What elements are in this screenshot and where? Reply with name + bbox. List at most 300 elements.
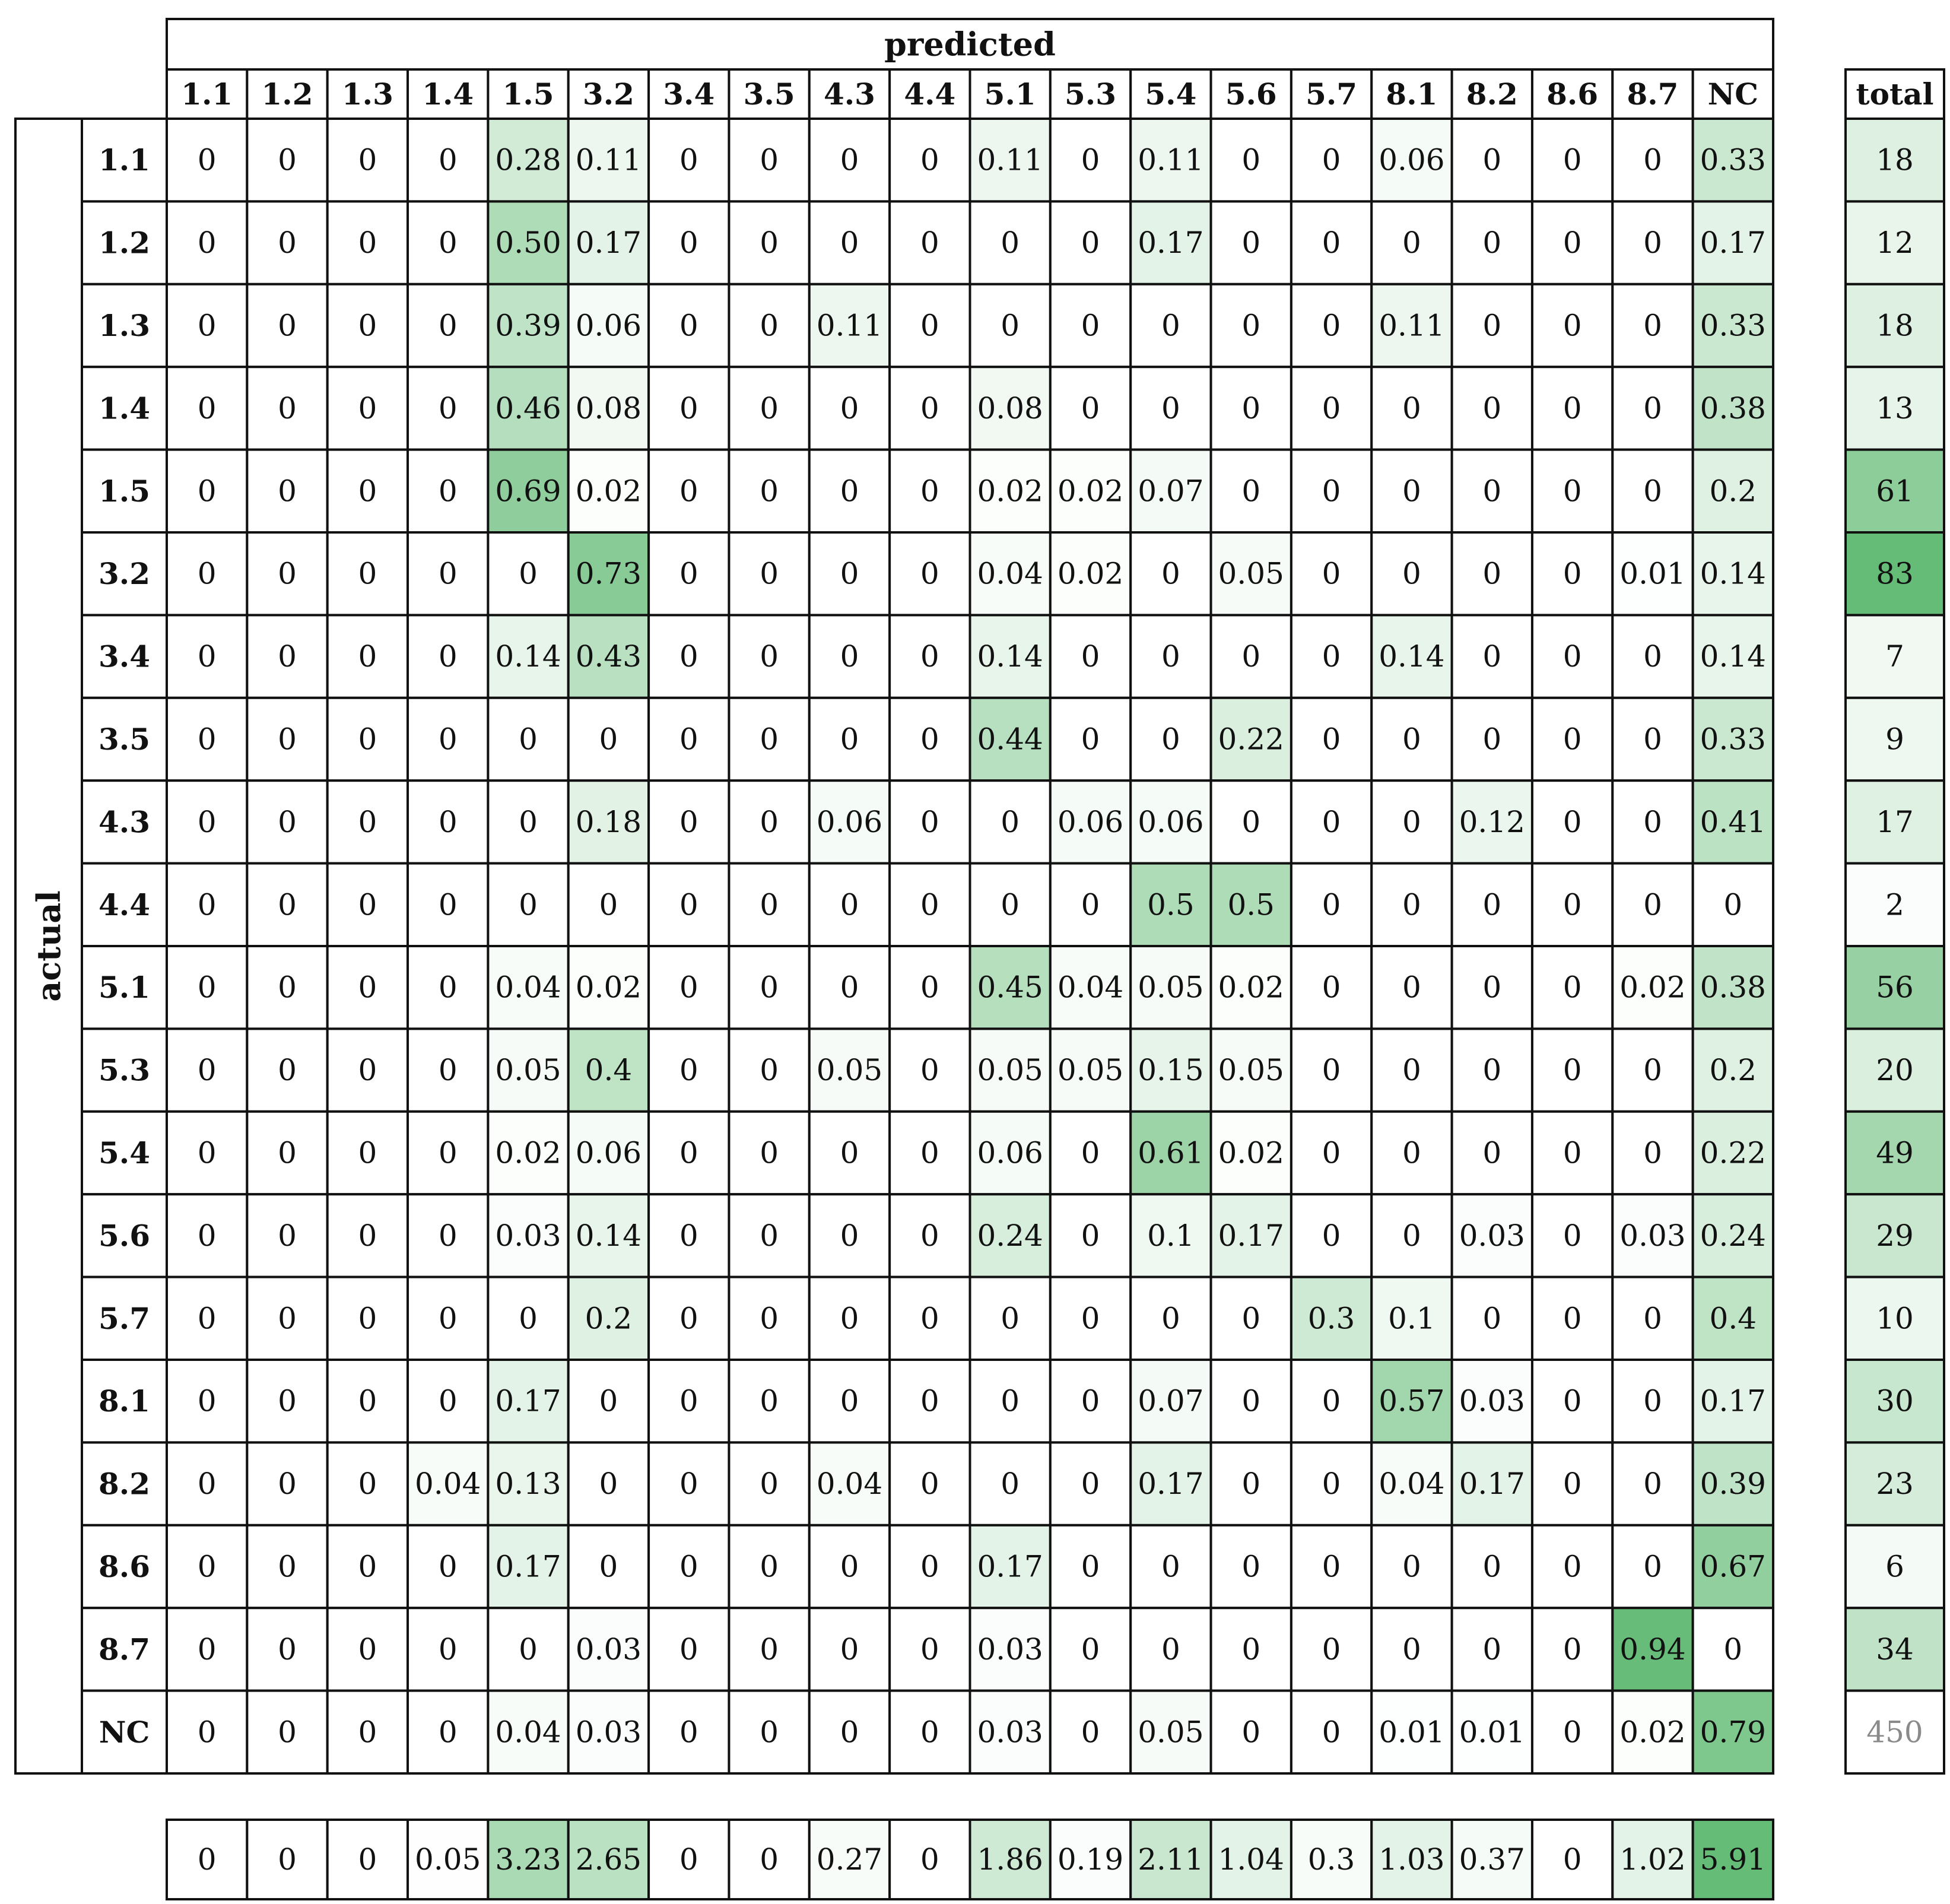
matrix-cell-value: 0.04: [495, 970, 561, 1005]
matrix-cell-value: 0.22: [1218, 722, 1284, 757]
matrix-cell-value: 0.17: [1138, 226, 1204, 261]
matrix-cell-value: 0: [1322, 722, 1341, 757]
matrix-cell-value: 0: [358, 887, 377, 922]
matrix-cell-value: 0: [679, 226, 698, 261]
matrix-cell-value: 0: [760, 1053, 779, 1088]
row-total-value: 13: [1876, 391, 1914, 426]
matrix-cell-value: 0: [679, 1467, 698, 1502]
matrix-cell-value: 0.67: [1700, 1549, 1766, 1584]
matrix-cell-value: 0: [1562, 142, 1582, 177]
matrix-cell-value: 0: [1161, 556, 1180, 591]
matrix-cell-value: 0: [840, 1549, 859, 1584]
matrix-cell-value: 0: [1482, 226, 1502, 261]
matrix-cell-value: 0: [1562, 1715, 1582, 1750]
matrix-cell-value: 0: [840, 1218, 859, 1253]
matrix-cell-value: 0.5: [1227, 887, 1275, 922]
matrix-cell-value: 0: [438, 970, 458, 1005]
matrix-cell-value: 0: [278, 1632, 297, 1667]
matrix-cell-value: 0.06: [977, 1135, 1043, 1170]
matrix-cell-value: 0: [760, 1218, 779, 1253]
matrix-cell-value: 0.05: [1057, 1053, 1124, 1088]
matrix-cell-value: 0: [679, 1383, 698, 1419]
matrix-cell-value: 0: [1322, 226, 1341, 261]
matrix-cell-value: 0: [438, 1218, 458, 1253]
matrix-cell-value: 0: [920, 1715, 939, 1750]
matrix-cell-value: 0: [1562, 1218, 1582, 1253]
matrix-cell-value: 0: [1001, 1383, 1020, 1419]
matrix-cell-value: 0.24: [1700, 1218, 1766, 1253]
column-sum-value: 0: [679, 1842, 698, 1877]
row-total-value: 30: [1876, 1383, 1914, 1419]
matrix-cell-value: 0: [1482, 391, 1502, 426]
matrix-cell-value: 0: [1482, 970, 1502, 1005]
matrix-cell-value: 0: [1562, 1135, 1582, 1170]
matrix-cell-value: 0: [679, 970, 698, 1005]
matrix-cell-value: 0: [1482, 639, 1502, 674]
matrix-cell-value: 0: [278, 887, 297, 922]
matrix-cell-value: 0.4: [585, 1053, 633, 1088]
matrix-cell-value: 0: [1562, 970, 1582, 1005]
matrix-cell-value: 0: [438, 1632, 458, 1667]
column-sum-value: 0: [920, 1842, 939, 1877]
matrix-cell-value: 0: [1241, 639, 1261, 674]
matrix-cell-value: 0: [1161, 1549, 1180, 1584]
matrix-cell-value: 0: [1322, 1383, 1341, 1419]
matrix-cell-value: 0: [197, 722, 217, 757]
matrix-cell-value: 0: [679, 391, 698, 426]
column-header-label: 1.4: [422, 77, 474, 112]
matrix-cell-value: 0.04: [977, 556, 1043, 591]
column-header-label: 8.6: [1546, 77, 1599, 112]
matrix-cell-value: 0: [278, 474, 297, 509]
matrix-cell-value: 0: [197, 1632, 217, 1667]
matrix-cell-value: 0: [358, 1301, 377, 1336]
row-total-value: 61: [1876, 474, 1914, 509]
matrix-cell-value: 0.17: [575, 226, 642, 261]
matrix-cell-value: 0: [760, 887, 779, 922]
matrix-cell-value: 0: [920, 1467, 939, 1502]
column-sum-value: 3.23: [495, 1842, 561, 1877]
matrix-cell-value: 0: [1241, 142, 1261, 177]
row-total-value: 10: [1876, 1301, 1914, 1336]
row-header-label: 8.1: [99, 1383, 150, 1419]
column-sum-value: 0: [358, 1842, 377, 1877]
column-header-label: 3.4: [663, 77, 715, 112]
column-sum-value: 1.03: [1379, 1842, 1445, 1877]
matrix-cell-value: 0: [278, 1715, 297, 1750]
matrix-cell-value: 0.45: [977, 970, 1043, 1005]
matrix-cell-value: 0: [760, 1715, 779, 1750]
matrix-cell-value: 0: [1562, 308, 1582, 343]
matrix-cell-value: 0.03: [575, 1715, 642, 1750]
matrix-cell-value: 0: [358, 1549, 377, 1584]
matrix-cell-value: 0: [278, 722, 297, 757]
matrix-cell-value: 0: [1482, 1301, 1502, 1336]
matrix-cell-value: 0: [358, 1053, 377, 1088]
matrix-cell-value: 0: [438, 1135, 458, 1170]
matrix-cell-value: 0.03: [1459, 1218, 1525, 1253]
matrix-cell-value: 0.02: [1619, 1715, 1686, 1750]
matrix-cell-value: 0.1: [1388, 1301, 1435, 1336]
matrix-cell-value: 0: [358, 391, 377, 426]
matrix-cell-value: 0.5: [1147, 887, 1195, 922]
matrix-cell-value: 0: [1482, 1053, 1502, 1088]
column-header-label: 4.4: [904, 77, 956, 112]
matrix-cell-value: 0.01: [1459, 1715, 1525, 1750]
matrix-cell-value: 0: [840, 1632, 859, 1667]
matrix-cell-value: 0: [1241, 1549, 1261, 1584]
matrix-cell-value: 0.14: [977, 639, 1043, 674]
matrix-cell-value: 0: [519, 556, 538, 591]
matrix-cell-value: 0.06: [1379, 142, 1445, 177]
matrix-cell-value: 0: [1482, 474, 1502, 509]
predicted-axis-label: predicted: [884, 25, 1056, 64]
matrix-cell-value: 0: [760, 722, 779, 757]
matrix-cell-value: 0.94: [1619, 1632, 1686, 1667]
matrix-cell-value: 0: [1001, 887, 1020, 922]
row-header-label: 5.3: [99, 1052, 150, 1088]
matrix-cell-value: 0: [1081, 1632, 1100, 1667]
matrix-cell-value: 0: [1001, 1301, 1020, 1336]
row-header-label: 8.2: [99, 1466, 150, 1502]
matrix-cell-value: 0.02: [575, 474, 642, 509]
matrix-cell-value: 0: [1241, 391, 1261, 426]
matrix-cell-value: 0: [1643, 722, 1662, 757]
matrix-cell-value: 0: [1562, 1467, 1582, 1502]
matrix-cell-value: 0: [1081, 639, 1100, 674]
matrix-cell-value: 0.69: [495, 474, 561, 509]
matrix-cell-value: 0: [920, 556, 939, 591]
matrix-cell-value: 0: [358, 474, 377, 509]
matrix-cell-value: 0: [438, 1301, 458, 1336]
grand-total-value: 450: [1866, 1715, 1923, 1750]
matrix-cell-value: 0: [278, 1053, 297, 1088]
matrix-cell-value: 0: [840, 722, 859, 757]
matrix-cell-value: 0: [679, 474, 698, 509]
matrix-cell-value: 0: [679, 722, 698, 757]
matrix-cell-value: 0: [438, 391, 458, 426]
matrix-cell-value: 0: [1482, 722, 1502, 757]
row-header-label: 5.7: [99, 1300, 150, 1336]
matrix-cell-value: 0: [519, 887, 538, 922]
matrix-cell-value: 0: [1402, 722, 1421, 757]
column-sum-value: 0.27: [816, 1842, 883, 1877]
matrix-cell-value: 0.03: [575, 1632, 642, 1667]
matrix-cell-value: 0: [278, 142, 297, 177]
matrix-cell-value: 0.11: [575, 142, 642, 177]
matrix-cell-value: 0: [1643, 639, 1662, 674]
column-header-label: 5.4: [1145, 77, 1197, 112]
matrix-cell-value: 0.57: [1379, 1383, 1445, 1419]
matrix-cell-value: 0: [760, 1135, 779, 1170]
column-sum-value: 0.37: [1459, 1842, 1525, 1877]
matrix-cell-value: 0: [679, 1632, 698, 1667]
matrix-cell-value: 0: [1322, 308, 1341, 343]
matrix-cell-value: 0: [197, 142, 217, 177]
matrix-cell-value: 0: [599, 722, 618, 757]
matrix-cell-value: 0: [920, 226, 939, 261]
matrix-cell-value: 0: [278, 1135, 297, 1170]
matrix-cell-value: 0: [679, 1301, 698, 1336]
matrix-cell-value: 0: [599, 1549, 618, 1584]
matrix-cell-value: 0: [1643, 142, 1662, 177]
matrix-cell-value: 0: [760, 556, 779, 591]
row-total-value: 56: [1876, 970, 1914, 1005]
column-sum-value: 1.86: [977, 1842, 1043, 1877]
row-header-label: 8.6: [99, 1549, 150, 1584]
matrix-cell-value: 0: [840, 1383, 859, 1419]
row-total-value: 49: [1876, 1135, 1914, 1170]
row-header-label: 1.2: [99, 225, 150, 261]
row-header-label: 8.7: [99, 1632, 150, 1667]
matrix-cell-value: 0: [1562, 226, 1582, 261]
matrix-cell-value: 0: [920, 1053, 939, 1088]
matrix-cell-value: 0: [1081, 308, 1100, 343]
matrix-cell-value: 0: [1562, 1632, 1582, 1667]
matrix-cell-value: 0: [438, 308, 458, 343]
matrix-cell-value: 0.07: [1138, 474, 1204, 509]
matrix-cell-value: 0: [358, 308, 377, 343]
matrix-cell-value: 0: [1081, 887, 1100, 922]
column-header-label: 5.6: [1225, 77, 1277, 112]
matrix-cell-value: 0.03: [977, 1715, 1043, 1750]
matrix-cell-value: 0.05: [495, 1053, 561, 1088]
column-sum-value: 0: [278, 1842, 297, 1877]
matrix-cell-value: 0: [197, 391, 217, 426]
matrix-cell-value: 0.06: [816, 804, 883, 839]
matrix-cell-value: 0: [1562, 1301, 1582, 1336]
matrix-cell-value: 0: [1482, 1135, 1502, 1170]
matrix-cell-value: 0: [519, 804, 538, 839]
matrix-cell-value: 0: [1562, 639, 1582, 674]
matrix-cell-value: 0: [197, 887, 217, 922]
matrix-cell-value: 0: [197, 1053, 217, 1088]
matrix-cell-value: 0: [197, 308, 217, 343]
matrix-cell-value: 0: [920, 1549, 939, 1584]
matrix-cell-value: 0: [1723, 887, 1743, 922]
matrix-cell-value: 0: [358, 556, 377, 591]
matrix-cell-value: 0: [1241, 1467, 1261, 1502]
matrix-cell-value: 0: [920, 1632, 939, 1667]
matrix-cell-value: 0: [840, 391, 859, 426]
matrix-cell-value: 0: [679, 639, 698, 674]
row-total-value: 6: [1885, 1549, 1904, 1584]
matrix-cell-value: 0: [1001, 308, 1020, 343]
matrix-cell-value: 0: [1161, 722, 1180, 757]
matrix-cell-value: 0: [760, 1301, 779, 1336]
matrix-cell-value: 0.39: [495, 308, 561, 343]
matrix-cell-value: 0: [840, 639, 859, 674]
matrix-cell-value: 0: [1402, 970, 1421, 1005]
matrix-cell-value: 0: [278, 1383, 297, 1419]
matrix-cell-value: 0.04: [816, 1467, 883, 1502]
matrix-cell-value: 0: [1161, 391, 1180, 426]
matrix-cell-value: 0: [840, 1715, 859, 1750]
matrix-cell-value: 0: [1643, 1467, 1662, 1502]
matrix-cell-value: 0: [438, 142, 458, 177]
matrix-cell-value: 0.17: [1459, 1467, 1525, 1502]
column-header-label: 5.7: [1306, 77, 1358, 112]
total-header-label: total: [1856, 77, 1934, 112]
matrix-cell-value: 0: [197, 1467, 217, 1502]
matrix-cell-value: 0: [278, 970, 297, 1005]
matrix-cell-value: 0.05: [1218, 556, 1284, 591]
matrix-cell-value: 0: [358, 639, 377, 674]
matrix-cell-value: 0: [438, 887, 458, 922]
row-header-label: NC: [99, 1714, 150, 1750]
matrix-cell-value: 0: [278, 804, 297, 839]
matrix-cell-value: 0.22: [1700, 1135, 1766, 1170]
matrix-cell-value: 0: [920, 474, 939, 509]
matrix-cell-value: 0.03: [495, 1218, 561, 1253]
matrix-cell-value: 0: [1643, 308, 1662, 343]
matrix-cell-value: 0.04: [1379, 1467, 1445, 1502]
row-header-label: 4.4: [99, 887, 150, 922]
row-total-value: 18: [1876, 308, 1914, 343]
matrix-cell-value: 0: [1081, 722, 1100, 757]
row-header-label: 3.4: [99, 639, 150, 674]
matrix-cell-value: 0: [1001, 1467, 1020, 1502]
matrix-cell-value: 0: [599, 1383, 618, 1419]
matrix-cell-value: 0: [1081, 142, 1100, 177]
row-header-label: 1.3: [99, 308, 150, 343]
matrix-cell-value: 0.03: [1619, 1218, 1686, 1253]
matrix-cell-value: 0: [1482, 556, 1502, 591]
matrix-cell-value: 0: [438, 722, 458, 757]
matrix-cell-value: 0.2: [585, 1301, 633, 1336]
row-total-value: 9: [1885, 722, 1904, 757]
matrix-cell-value: 0.17: [495, 1383, 561, 1419]
matrix-cell-value: 0.06: [1057, 804, 1124, 839]
matrix-cell-value: 0: [197, 474, 217, 509]
matrix-cell-value: 0: [1562, 1549, 1582, 1584]
matrix-cell-value: 0.05: [816, 1053, 883, 1088]
matrix-cell-value: 0: [840, 1301, 859, 1336]
matrix-cell-value: 0.01: [1619, 556, 1686, 591]
matrix-cell-value: 0: [438, 474, 458, 509]
matrix-cell-value: 0: [840, 887, 859, 922]
column-sum-value: 1.02: [1619, 1842, 1686, 1877]
matrix-cell-value: 0.50: [495, 226, 561, 261]
matrix-cell-value: 0.14: [575, 1218, 642, 1253]
matrix-cell-value: 0.02: [1057, 474, 1124, 509]
matrix-cell-value: 0: [760, 639, 779, 674]
matrix-cell-value: 0: [679, 556, 698, 591]
matrix-cell-value: 0: [358, 1467, 377, 1502]
row-total-value: 12: [1876, 226, 1914, 261]
matrix-cell-value: 0.18: [575, 804, 642, 839]
matrix-cell-value: 0.3: [1307, 1301, 1355, 1336]
matrix-cell-value: 0: [197, 970, 217, 1005]
matrix-cell-value: 0: [1081, 1135, 1100, 1170]
column-sum-value: 0: [197, 1842, 217, 1877]
matrix-cell-value: 0: [1562, 722, 1582, 757]
column-sum-value: 0.3: [1307, 1842, 1355, 1877]
matrix-cell-value: 0: [679, 1549, 698, 1584]
matrix-cell-value: 0: [1161, 1301, 1180, 1336]
matrix-cell-value: 0: [1322, 1053, 1341, 1088]
matrix-cell-value: 0: [1562, 1053, 1582, 1088]
matrix-cell-value: 0.44: [977, 722, 1043, 757]
matrix-cell-value: 0.07: [1138, 1383, 1204, 1419]
matrix-cell-value: 0.11: [1138, 142, 1204, 177]
row-header-label: 1.5: [99, 473, 150, 509]
matrix-cell-value: 0: [1241, 1301, 1261, 1336]
column-header-label: 1.5: [502, 77, 554, 112]
matrix-cell-value: 0.08: [977, 391, 1043, 426]
matrix-cell-value: 0: [760, 308, 779, 343]
matrix-cell-value: 0: [920, 970, 939, 1005]
matrix-cell-value: 0: [679, 142, 698, 177]
matrix-cell-value: 0: [679, 804, 698, 839]
matrix-cell-value: 0: [760, 1549, 779, 1584]
matrix-cell-value: 0: [1643, 1053, 1662, 1088]
matrix-cell-value: 0: [278, 391, 297, 426]
matrix-cell-value: 0: [1081, 391, 1100, 426]
matrix-cell-value: 0.05: [977, 1053, 1043, 1088]
matrix-cell-value: 0.04: [495, 1715, 561, 1750]
matrix-cell-value: 0.33: [1700, 722, 1766, 757]
matrix-cell-value: 0.02: [977, 474, 1043, 509]
matrix-cell-value: 0: [1402, 556, 1421, 591]
matrix-cell-value: 0.05: [1218, 1053, 1284, 1088]
column-header-label: 4.3: [823, 77, 875, 112]
row-header-label: 5.6: [99, 1218, 150, 1254]
matrix-cell-value: 0.33: [1700, 308, 1766, 343]
matrix-cell-value: 0: [1241, 1383, 1261, 1419]
matrix-cell-value: 0: [1402, 226, 1421, 261]
matrix-cell-value: 0: [358, 804, 377, 839]
matrix-cell-value: 0: [1081, 1383, 1100, 1419]
matrix-cell-value: 0: [840, 142, 859, 177]
matrix-cell-value: 0: [1482, 142, 1502, 177]
row-total-value: 83: [1876, 556, 1914, 591]
column-sum-value: 2.11: [1138, 1842, 1204, 1877]
matrix-cell-value: 0: [358, 970, 377, 1005]
matrix-cell-value: 0: [920, 1218, 939, 1253]
matrix-cell-value: 0: [1161, 1632, 1180, 1667]
matrix-cell-value: 0: [1161, 639, 1180, 674]
matrix-cell-value: 0: [679, 1218, 698, 1253]
row-total-value: 29: [1876, 1218, 1914, 1253]
column-sum-value: 1.04: [1218, 1842, 1284, 1877]
matrix-cell-value: 0: [1562, 391, 1582, 426]
matrix-cell-value: 0: [278, 1301, 297, 1336]
matrix-cell-value: 0: [1241, 308, 1261, 343]
matrix-cell-value: 0: [1322, 970, 1341, 1005]
matrix-cell-value: 0: [358, 1135, 377, 1170]
matrix-cell-value: 0: [840, 1135, 859, 1170]
matrix-cell-value: 0: [438, 226, 458, 261]
row-total-value: 2: [1885, 887, 1904, 922]
matrix-cell-value: 0: [1482, 1549, 1502, 1584]
matrix-cell-value: 0: [679, 308, 698, 343]
matrix-cell-value: 0.17: [1700, 1383, 1766, 1419]
row-total-value: 20: [1876, 1053, 1914, 1088]
matrix-cell-value: 0: [1562, 1383, 1582, 1419]
matrix-cell-value: 0: [358, 226, 377, 261]
matrix-cell-value: 0: [1081, 1467, 1100, 1502]
matrix-cell-value: 0.01: [1379, 1715, 1445, 1750]
matrix-cell-value: 0: [760, 391, 779, 426]
matrix-cell-value: 0.28: [495, 142, 561, 177]
matrix-cell-value: 0: [1562, 556, 1582, 591]
matrix-cell-value: 0: [1402, 1218, 1421, 1253]
matrix-cell-value: 0: [519, 1632, 538, 1667]
row-header-label: 1.1: [99, 142, 150, 178]
matrix-cell-value: 0.11: [1379, 308, 1445, 343]
matrix-cell-value: 0: [1643, 1301, 1662, 1336]
